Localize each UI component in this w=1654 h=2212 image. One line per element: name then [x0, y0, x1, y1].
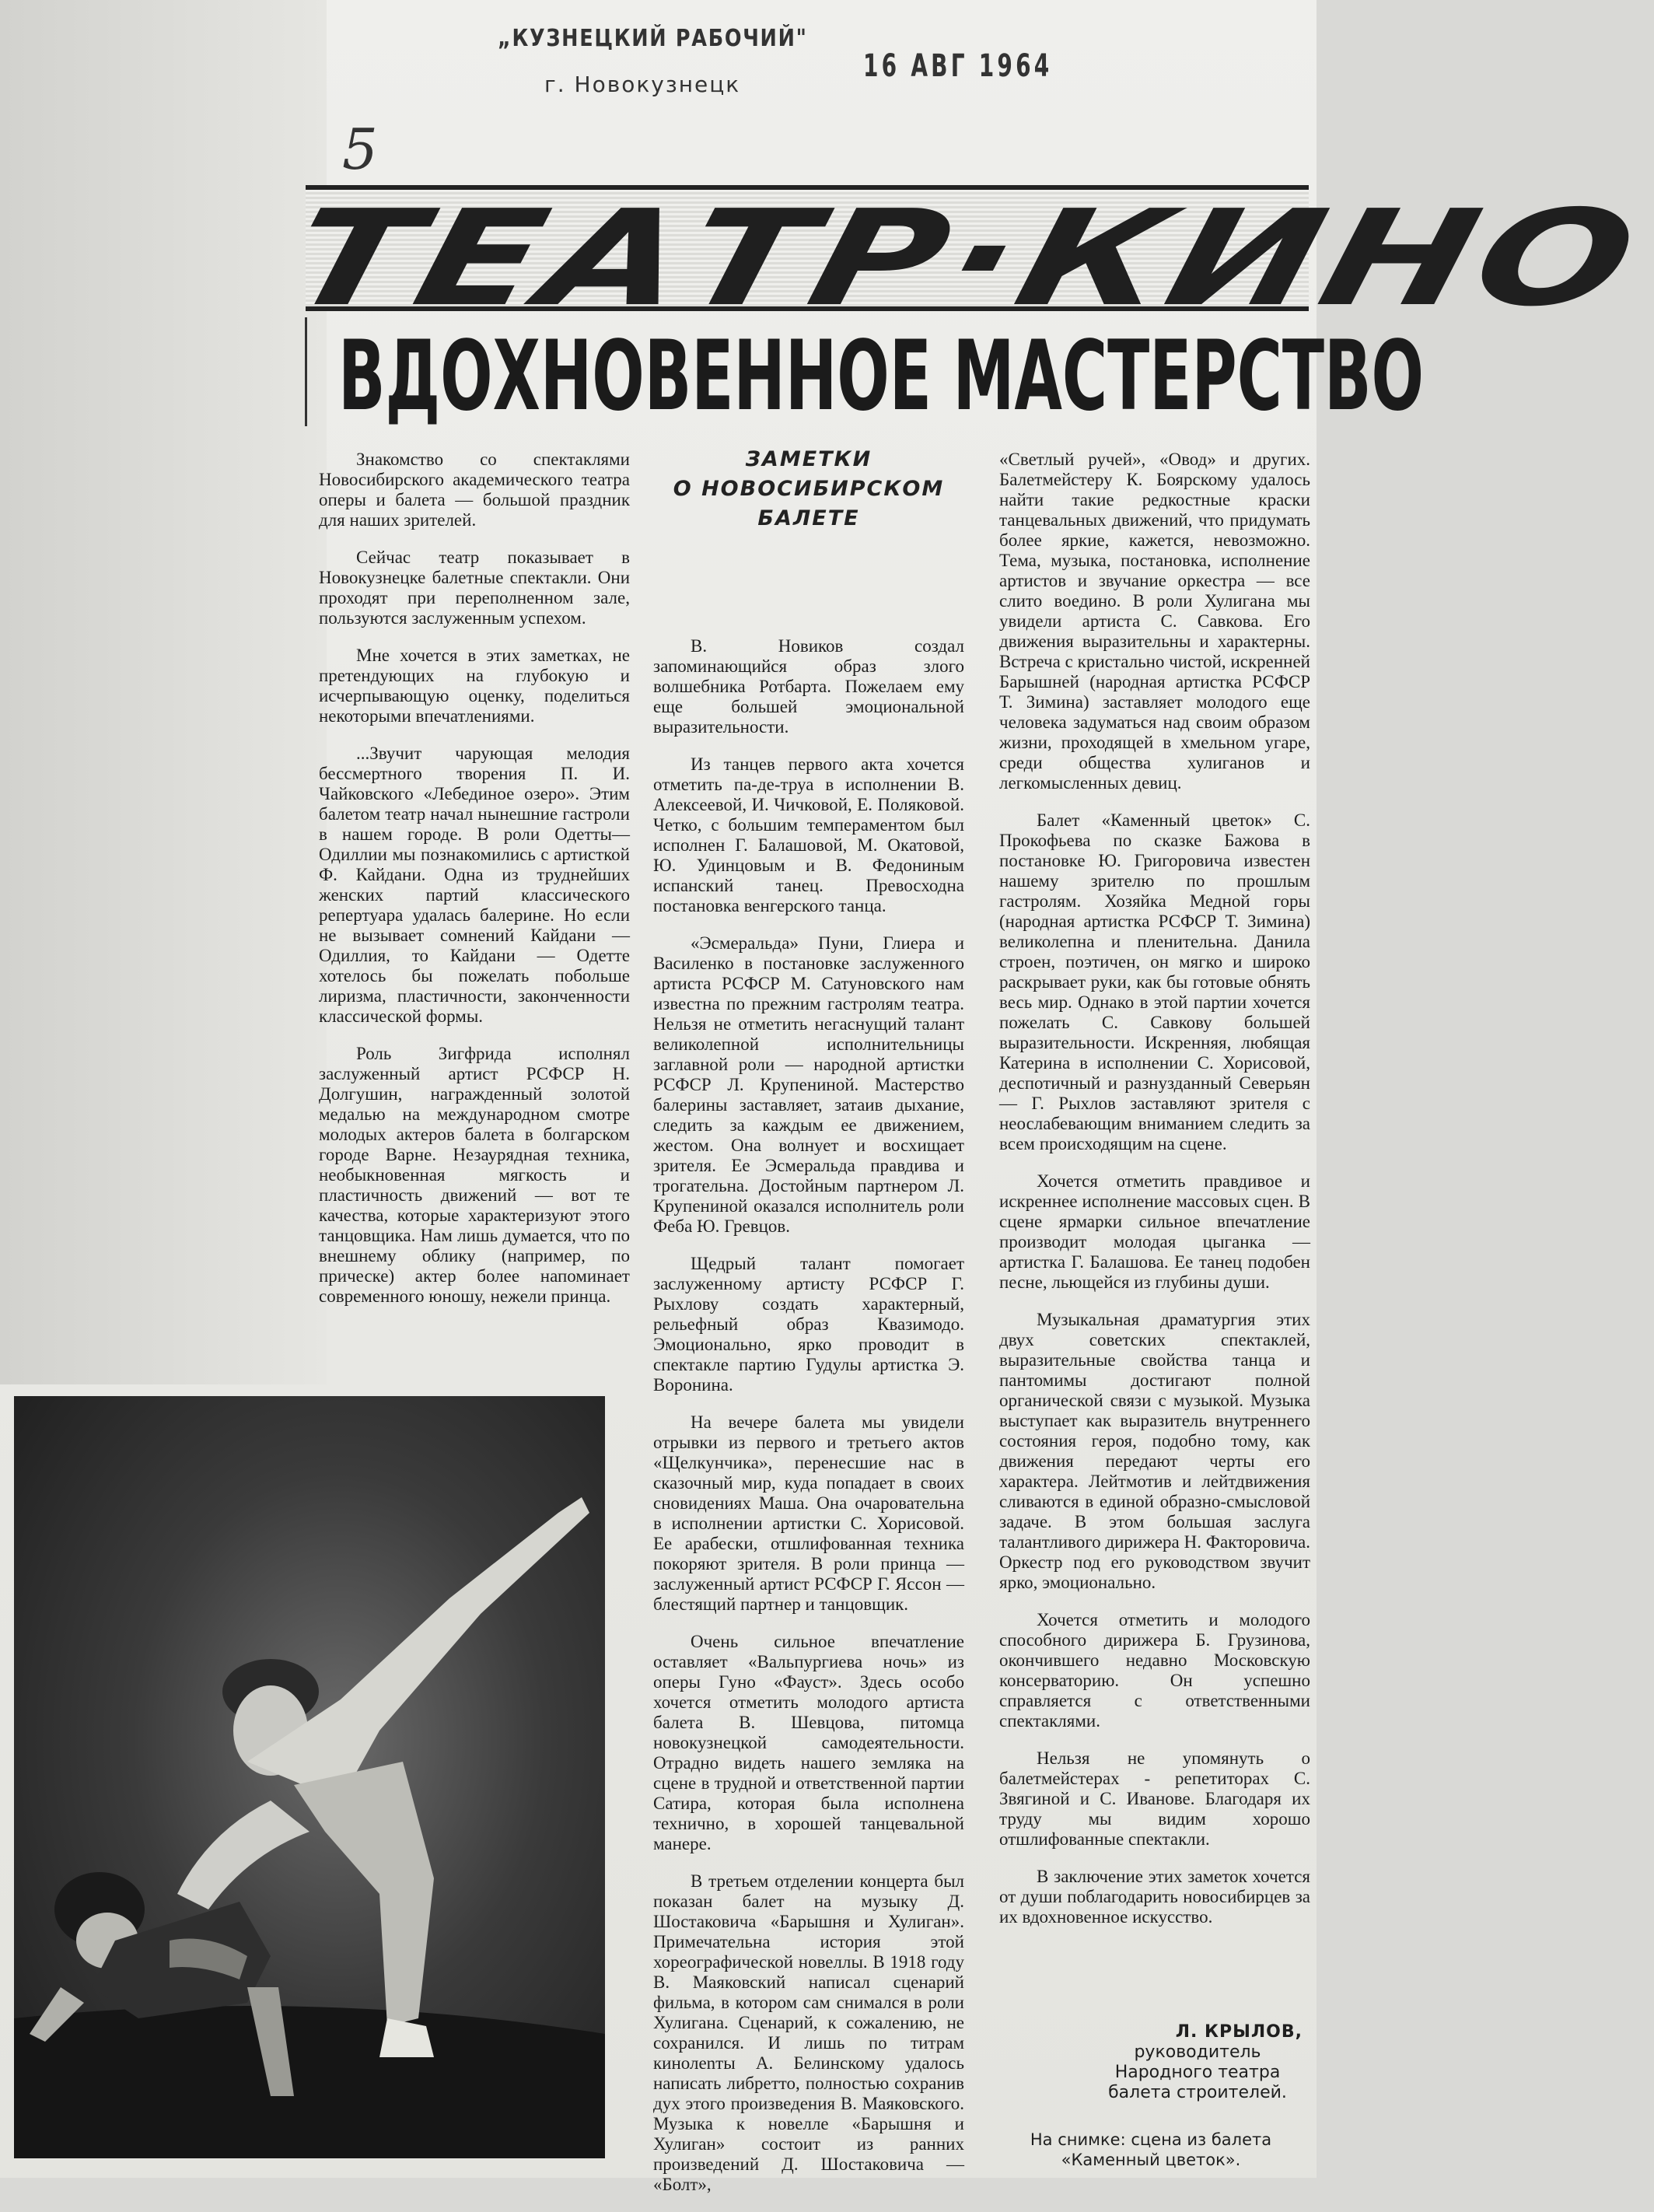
paragraph: Из танцев первого акта хочется отметить па-де-труа в исполнении В. Алексеевой, И. Чичковой, Е. Поляковой. Четко, с большим темпераментом был исполнен Г. Балашовой, М. Окатовой, Ю. Удинцовым и В. Федониным испанский танец. Превосходна постановка венгерского танца. — [653, 754, 964, 915]
text-column-2 — [653, 636, 964, 2212]
subhead-line: БАЛЕТЕ — [757, 506, 860, 530]
text-column-3 — [999, 450, 1310, 1944]
paragraph: Хочется отметить правдивое и искреннее исполнение массовых сцен. В сцене ярмарки сильное впечатление производит молодая цыганка — артистка Г. Балашова. Ее танец подобен песне, льющейся из глубины души. — [999, 1171, 1310, 1292]
subhead-line: ЗАМЕТКИ — [745, 447, 872, 471]
paragraph: Роль Зигфрида исполнял заслуженный артист РСФСР Н. Долгушин, награжденный золотой медалью на международном смотре молодых актеров балета в болгарском городе Варне. Незаурядная техника, необыкновенная мягкость и пластичность движений — вот те качества, которые характеризуют этого танцовщика. Нам лишь думается, что по внешнему облику (например, по прическе) актер более напоминает современного юношу, нежели принца. — [319, 1044, 630, 1306]
paragraph: Щедрый талант помогает заслуженному артисту РСФСР Г. Рыхлову создать характерный, рельефный образ Квазимодо. Эмоционально, ярко проводит в спектакле партию Гудулы артистка Э. Воронина. — [653, 1254, 964, 1395]
paragraph: Знакомство со спектаклями Новосибирского академического театра оперы и балета — большой праздник для наших зрителей. — [319, 450, 630, 530]
author-name: Л. КРЫЛОВ, — [1175, 2022, 1303, 2042]
paragraph: Мне хочется в этих заметках, не претендующих на глубокую и исчерпывающую оценку, поделиться некоторыми впечатлениями. — [319, 646, 630, 726]
paragraph: В. Новиков создал запоминающийся образ злого волшебника Ротбарта. Пожелаем ему еще большей эмоциональной выразительности. — [653, 636, 964, 737]
paragraph: Балет «Каменный цветок» С. Прокофьева по сказке Бажова в постановке Ю. Григоровича известен нашему зрителю по прошлым гастролям. Хозяйка Медной горы (народная артистка РСФСР Т. Зимина) великолепна и пленительна. Данила строен, поэтичен, он мягко и широко раскрывает руки, как бы готовые обнять весь мир. Однако в этой партии хочется пожелать С. Савкову большей выразительности. Искренняя, любящая Катерина в исполнении С. Хорисовой, деспотичный и разнузданный Северьян — Г. Рыхлов заставляют зрителя с неослабевающим вниманием следить за всем происходящим на сцене. — [999, 810, 1310, 1153]
stamp-city: г. Новокузнецк — [544, 72, 741, 97]
stamp-newspaper-name: „КУЗНЕЦКИЙ РАБОЧИЙ" — [498, 25, 808, 52]
ballet-photo-icon — [14, 1396, 605, 2158]
paragraph: На вечере балета мы увидели отрывки из первого и третьего актов «Щелкунчика», перенесшие нас в сказочный мир, куда попадает в своих сновидениях Маша. Она очаровательна в исполнении артистки С. Хорисовой. Ее арабески, отшлифованная техника покоряют зрителя. В роли принца — заслуженный артист РСФСР Г. Ясcон — блестящий партнер и танцовщик. — [653, 1412, 964, 1614]
paragraph: Очень сильное впечатление оставляет «Вальпургиева ночь» из оперы Гуно «Фауст». Здесь особо хочется отметить молодого артиста балета В. Шевцова, питомца новокузнецкой самодеятельности. Отрадно видеть нашего земляка на сцене в трудной и ответственной партии Сатира, которая была исполнена технично, в хорошей танцевальной манере. — [653, 1632, 964, 1853]
handwritten-page-number: 5 — [342, 117, 378, 182]
clipping-margin — [0, 0, 327, 1384]
paragraph: «Эсмеральда» Пуни, Глиера и Василенко в постановке заслуженного артиста РСФСР М. Сатуновского нам известна по прежним гастролям театра. Нельзя не отметить негаснущий талант великолепной исполнительницы заглавной роли — народной артистки РСФСР Л. Крупениной. Мастерство балерины заставляет, затаив дыхание, следить за каждым ее движением, жестом. Она волнует и восхищает зрителя. Ее Эсмеральда правдива и трогательна. Достойным партнером Л. Крупениной оказался исполнитель роли Феба Ю. Гревцов. — [653, 933, 964, 1236]
paragraph: Сейчас театр показывает в Новокузнецке балетные спектакли. Они проходят при переполненном зале, пользуются заслуженным успехом. — [319, 548, 630, 628]
subhead-line: О НОВОСИБИРСКОМ — [673, 477, 945, 501]
photo-caption: На снимке: сцена из балета «Каменный цветок». — [1030, 2130, 1272, 2169]
headline-text: ВДОХНОВЕННОЕ МАСТЕРСТВО — [338, 320, 1425, 432]
ballet-photo — [14, 1396, 605, 2158]
paragraph: «Светлый ручей», «Овод» и других. Балетмейстеру К. Боярскому удалось найти такие редкостные краски танцевальных движений, что придумать более яркие, кажется, невозможно. Тема, музыка, постановка, исполнение артистов и звучание оркестра — все слито воедино. В роли Хулигана мы увидели артиста С. Савкова. Его движения выразительны и характерны. Встреча с кристально чистой, искренней Барышней (народная артистка РСФСР Т. Зимина) заставляет молодого еще человека задуматься над своим образом жизни, проходящей в хмельном угаре, среди общества хулиганов и легкомысленных девиц. — [999, 450, 1310, 793]
paragraph: ...Звучит чарующая мелодия бессмертного творения П. И. Чайковского «Лебединое озеро». Этим балетом театр начал нынешние гастроли в нашем городе. В роли Одетты—Одиллии мы познакомились с артисткой Ф. Кайдани. Одна из труднейших женских партий классического репертуара удалась балерине. Но если не вызывает сомнений Кайдани — Одиллия, то Кайдани — Одетте хотелось бы пожелать побольше лиризма, пластичности, законченности классической формы. — [319, 744, 630, 1026]
rubric-banner — [275, 182, 1654, 336]
rubric-title: ТЕАТР·КИНО — [275, 182, 1654, 336]
author-title: руководитель Народного театра балета строителей. — [1108, 2042, 1287, 2102]
stamp-date: 16 АВГ 1964 — [863, 48, 1053, 84]
paragraph: Музыкальная драматургия этих двух советских спектаклей, выразительные свойства танца и пантомимы достигают полной органической связи с музыкой. Музыка выступает как выразитель внутреннего состояния героя, подобно тому, как движения передают черты его характера. Лейтмотив и лейтдвижения сливаются в единой образно-смысловой задаче. В этом большая заслуга талантливого дирижера Н. Факторовича. Оркестр под его руководством звучит ярко, эмоционально. — [999, 1310, 1310, 1592]
paragraph: В заключение этих заметок хочется от души поблагодарить новосибирцев за их вдохновенное искусство. — [999, 1867, 1310, 1927]
article-subheading — [653, 445, 964, 534]
paragraph: Хочется отметить и молодого способного дирижера Б. Грузинова, окончившего недавно Московскую консерваторию. Он успешно справляется с ответственными спектаклями. — [999, 1610, 1310, 1731]
author-signature — [999, 2022, 1303, 2103]
article-headline — [305, 317, 1425, 432]
paragraph: В третьем отделении концерта был показан балет на музыку Д. Шостаковича «Барышня и Хулиган». Примечательна история этой хореографической новеллы. В 1918 году В. Маяковский написал сценарий фильма, в котором сам снимался в роли Хулигана. Сценарий, к сожалению, не сохранился. И лишь по титрам кинолenты А. Белинскому удалось написать либретто, полностью сохранив дух этого произведения В. Маяковского. Музыка к новелле «Барышня и Хулиган» состоит из ранних произведений Д. Шостаковича — «Болт», — [653, 1871, 964, 2194]
text-column-1 — [319, 450, 630, 1324]
paragraph: Нельзя не упомянуть о балетмейстерах - репетиторах С. Звягиной и С. Иванове. Благодаря их труду мы видим хорошо отшлифованные спектакли. — [999, 1748, 1310, 1849]
